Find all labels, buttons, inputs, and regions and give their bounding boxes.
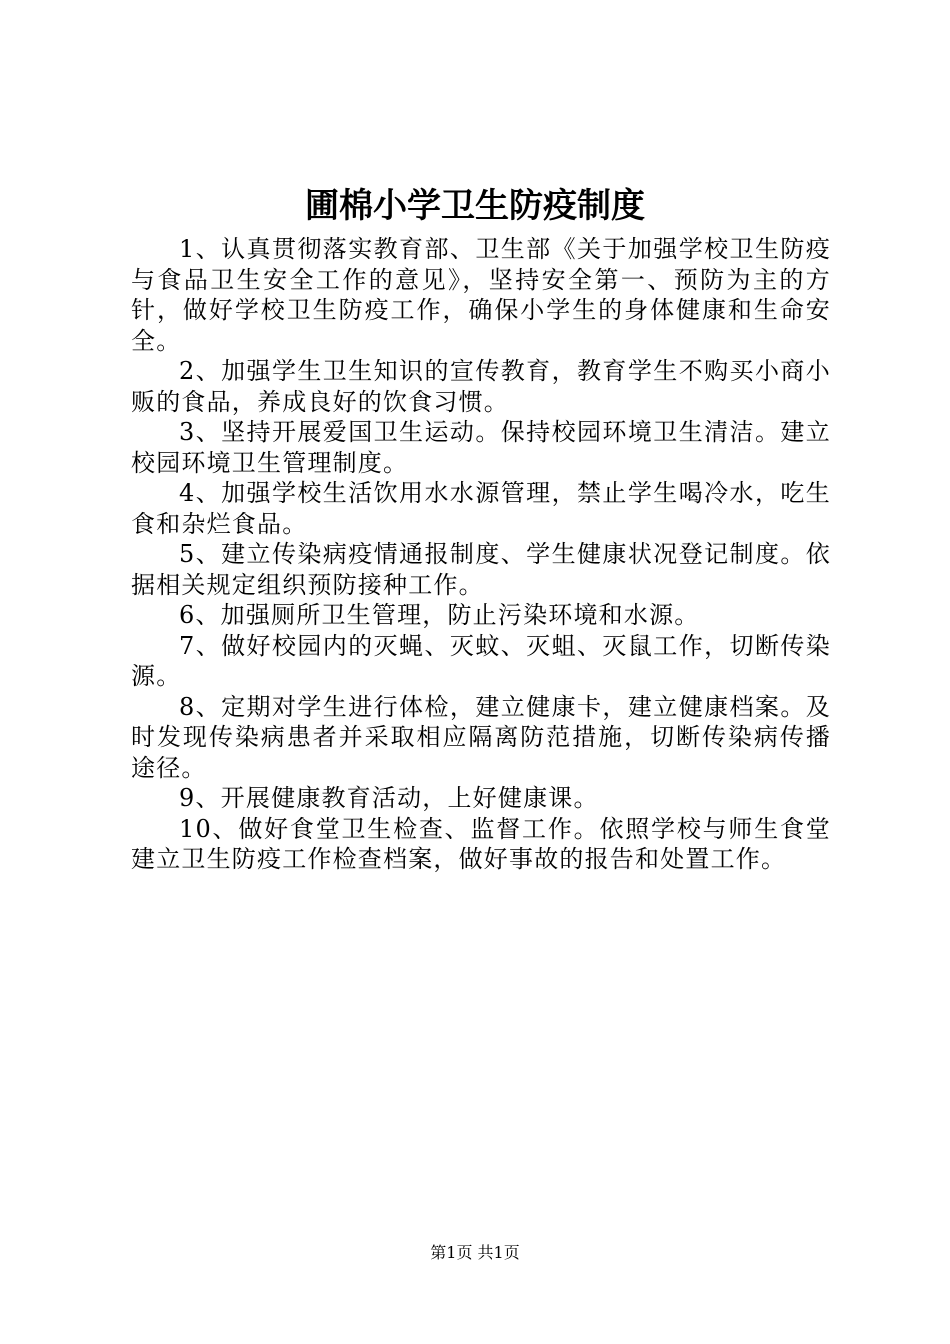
paragraph-1: 1、认真贯彻落实教育部、卫生部《关于加强学校卫生防疫与食品卫生安全工作的意见》，坚持安全第一、预防为主的方针，做好学校卫生防疫工作，确保小学生的身体健康和生命安全。 bbox=[131, 235, 831, 355]
paragraph-9: 9、开展健康教育活动，上好健康课。 bbox=[179, 784, 599, 812]
paragraph-6: 6、加强厕所卫生管理，防止污染环境和水源。 bbox=[179, 601, 700, 629]
paragraph-7: 7、做好校园内的灭蝇、灭蚊、灭蛆、灭鼠工作，切断传染源。 bbox=[131, 631, 831, 690]
document-title: 圃棉小学卫生防疫制度 bbox=[305, 186, 645, 226]
document-body bbox=[131, 234, 831, 875]
paragraph-5: 5、建立传染病疫情通报制度、学生健康状况登记制度。依据相关规定组织预防接种工作。 bbox=[131, 540, 831, 599]
paragraph-8: 8、定期对学生进行体检，建立健康卡，建立健康档案。及时发现传染病患者并采取相应隔离防范措施，切断传染病传播途径。 bbox=[131, 692, 831, 782]
paragraph-3: 3、坚持开展爱国卫生运动。保持校园环境卫生清洁。建立校园环境卫生管理制度。 bbox=[131, 418, 831, 477]
paragraph-10: 10、做好食堂卫生检查、监督工作。依照学校与师生食堂建立卫生防疫工作检查档案，做好事故的报告和处置工作。 bbox=[131, 814, 831, 873]
page-number: 第1页 共1页 bbox=[430, 1243, 520, 1262]
paragraph-2: 2、加强学生卫生知识的宣传教育，教育学生不购买小商小贩的食品，养成良好的饮食习惯。 bbox=[131, 357, 831, 416]
paragraph-4: 4、加强学校生活饮用水水源管理，禁止学生喝冷水，吃生食和杂烂食品。 bbox=[131, 479, 831, 538]
